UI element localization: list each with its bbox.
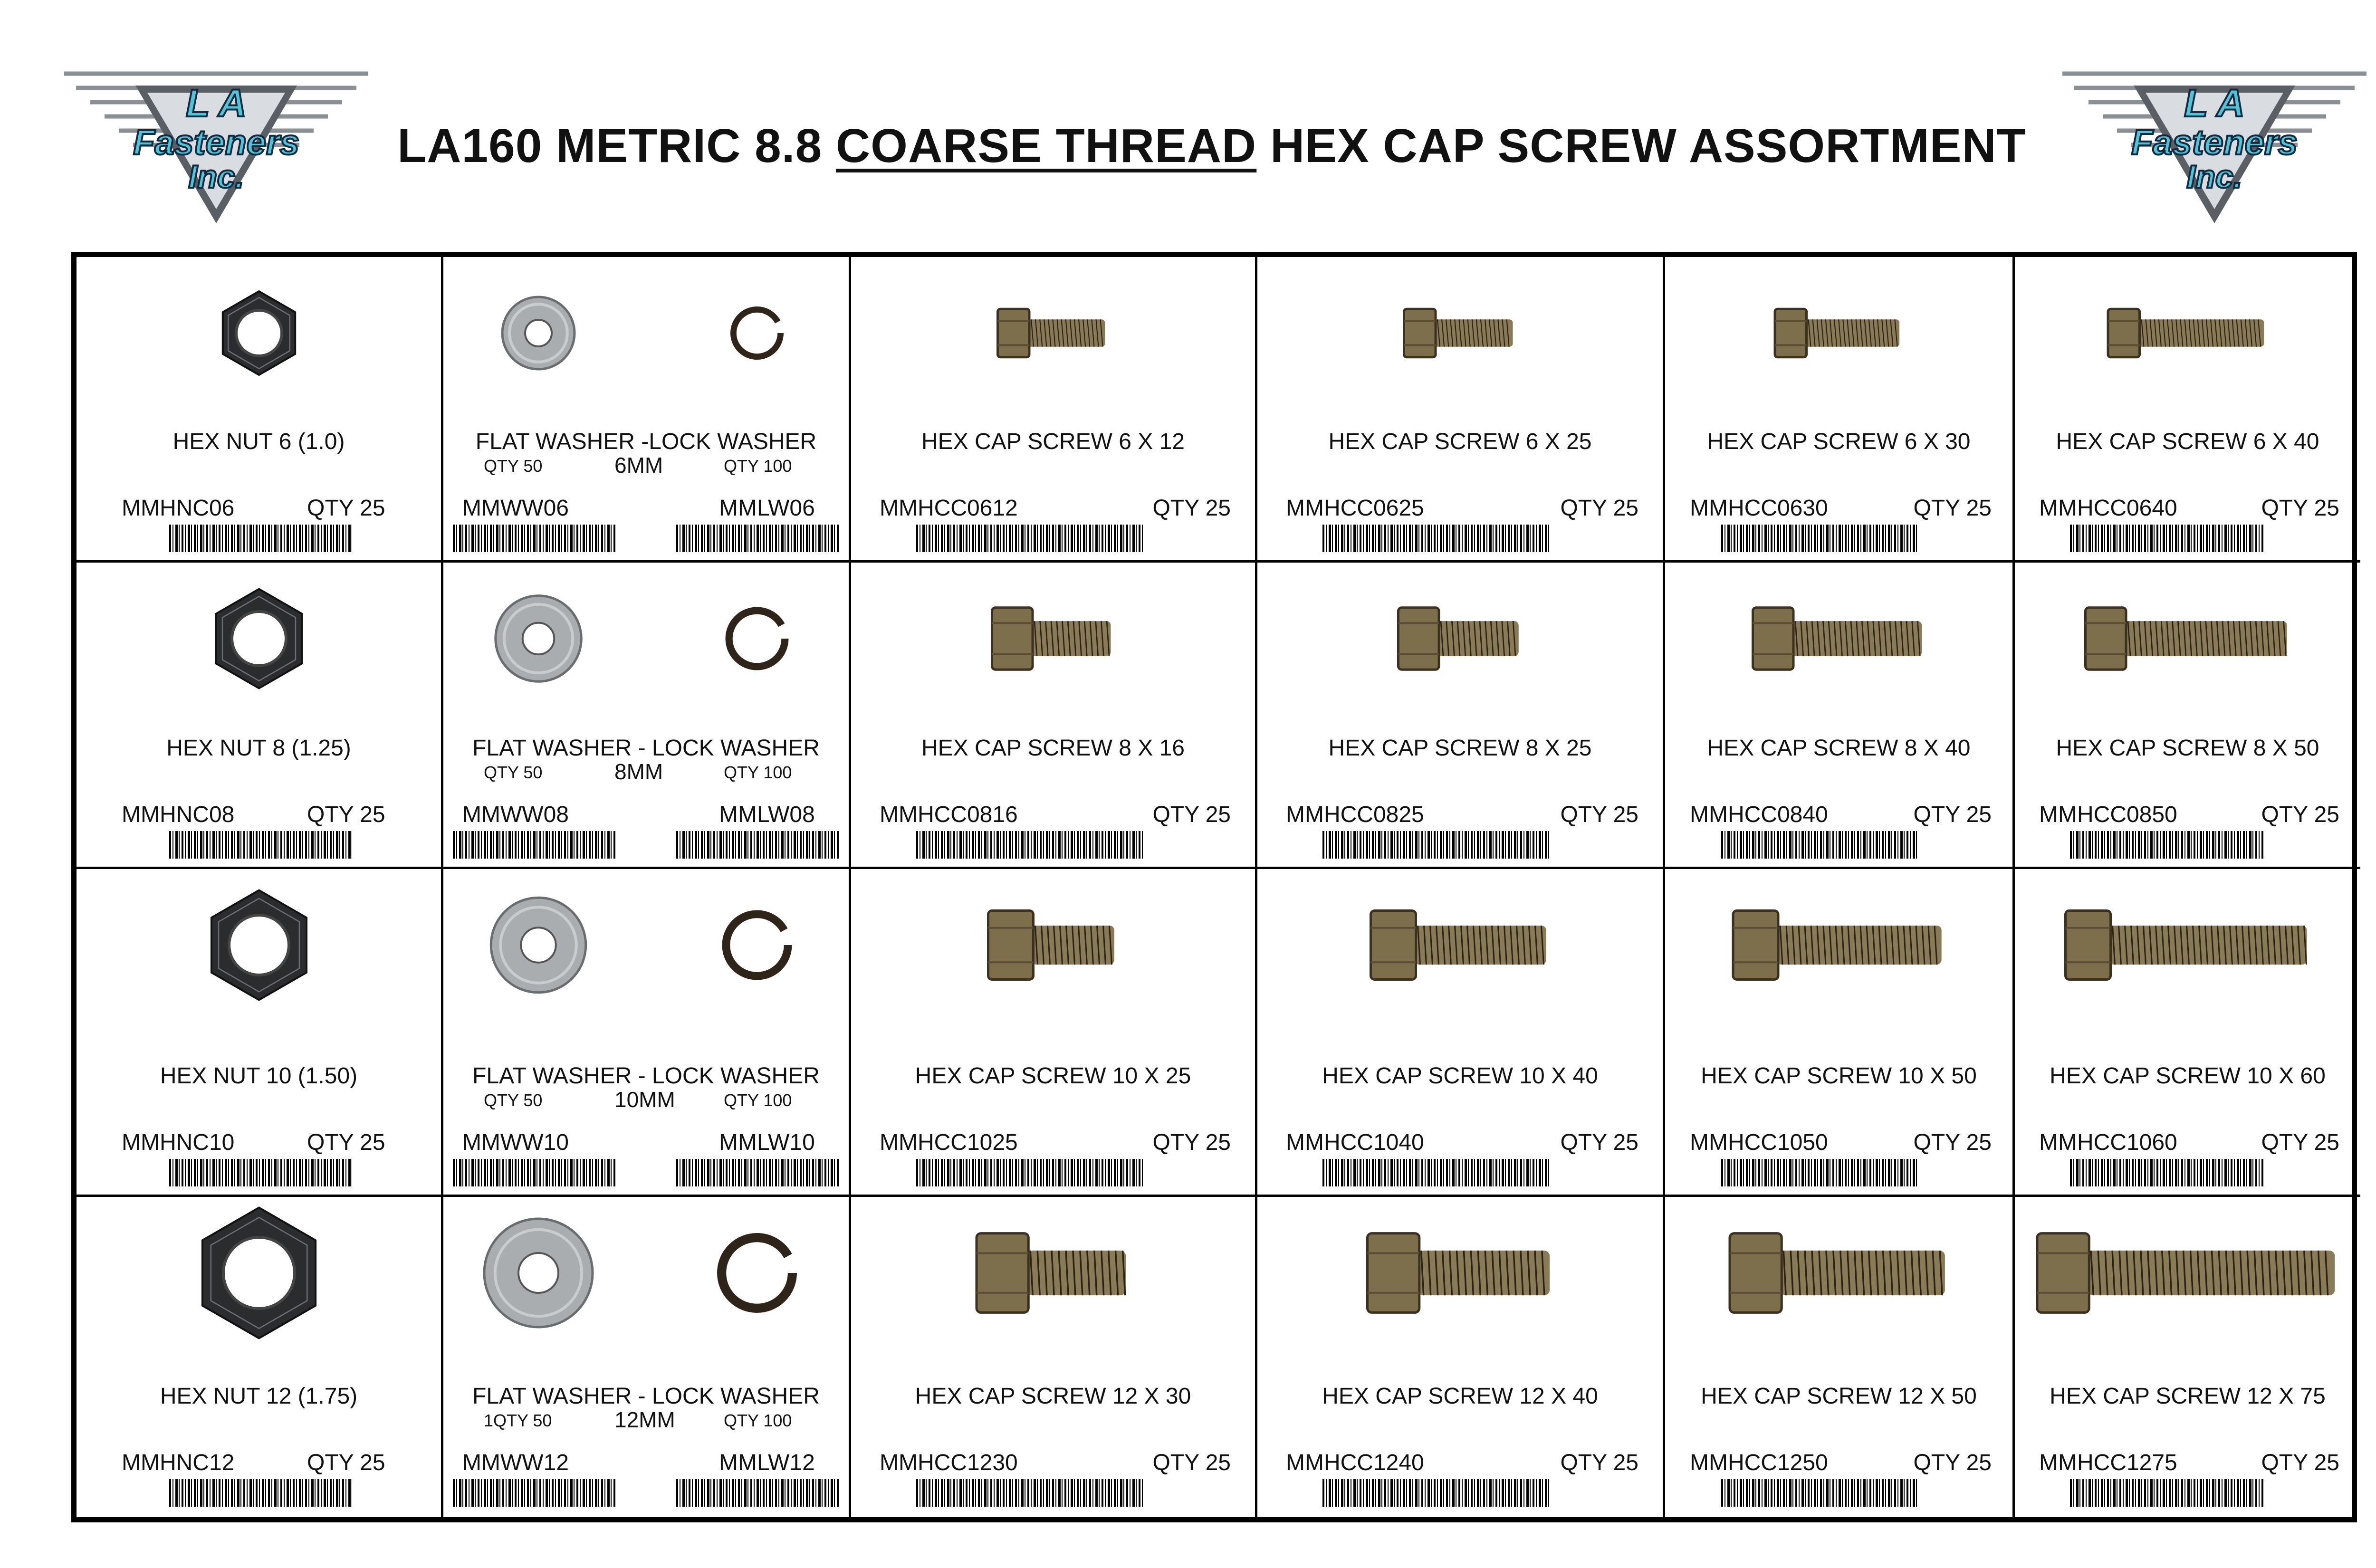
flat-washer-qty: QTY 50 bbox=[484, 763, 543, 782]
nut-cell bbox=[77, 1197, 443, 1517]
barcode bbox=[453, 525, 617, 552]
barcode bbox=[1721, 525, 1917, 552]
screw-cell bbox=[1257, 257, 1665, 563]
item-label: HEX CAP SCREW 8 X 16 bbox=[921, 736, 1185, 761]
quantity: QTY 25 bbox=[307, 496, 385, 521]
part-number: MMLW12 bbox=[719, 1450, 815, 1475]
item-label: FLAT WASHER - LOCK WASHER bbox=[472, 736, 820, 761]
hex-cap-screw-icon bbox=[2015, 869, 2360, 1021]
screw-cell bbox=[1257, 563, 1665, 869]
quantity: QTY 25 bbox=[307, 1450, 385, 1475]
quantity: QTY 25 bbox=[1560, 1450, 1638, 1475]
svg-text:Inc.: Inc. bbox=[188, 159, 244, 195]
screw-cell bbox=[851, 257, 1257, 563]
washers-icon bbox=[443, 563, 849, 715]
washers-icon bbox=[443, 1197, 849, 1349]
quantity: QTY 25 bbox=[307, 1130, 385, 1155]
item-label: HEX NUT 10 (1.50) bbox=[160, 1063, 358, 1089]
quantity: QTY 25 bbox=[2261, 1450, 2339, 1475]
screw-cell bbox=[1665, 257, 2015, 563]
part-number: MMHCC0840 bbox=[1690, 802, 1828, 827]
part-number: MMHNC10 bbox=[122, 1130, 235, 1155]
part-number: MMHCC0612 bbox=[880, 496, 1018, 521]
barcode bbox=[916, 1159, 1144, 1186]
item-label: HEX CAP SCREW 10 X 60 bbox=[2050, 1063, 2326, 1089]
part-number: MMHCC0625 bbox=[1286, 496, 1424, 521]
barcode bbox=[453, 1159, 617, 1186]
part-number: MMHNC08 bbox=[122, 802, 235, 827]
nut-cell bbox=[77, 257, 443, 563]
part-number: MMHCC0850 bbox=[2039, 802, 2177, 827]
quantity: QTY 25 bbox=[1913, 496, 1992, 521]
hex-cap-screw-icon bbox=[851, 257, 1255, 409]
quantity: QTY 25 bbox=[1152, 802, 1231, 827]
item-label: HEX CAP SCREW 6 X 30 bbox=[1707, 429, 1971, 454]
item-label: HEX CAP SCREW 12 X 30 bbox=[915, 1384, 1191, 1409]
item-label: HEX CAP SCREW 8 X 40 bbox=[1707, 736, 1971, 761]
screw-cell bbox=[1665, 869, 2015, 1197]
barcode bbox=[1721, 831, 1917, 859]
barcode bbox=[169, 831, 352, 859]
hex-cap-screw-icon bbox=[2015, 563, 2360, 715]
item-label: HEX CAP SCREW 6 X 25 bbox=[1328, 429, 1592, 454]
part-number: MMHNC06 bbox=[122, 496, 235, 521]
item-label: FLAT WASHER -LOCK WASHER bbox=[475, 429, 817, 454]
quantity: QTY 25 bbox=[2261, 496, 2339, 521]
svg-text:Fasteners: Fasteners bbox=[133, 123, 299, 162]
part-number: MMHCC0630 bbox=[1690, 496, 1828, 521]
svg-text:Inc.: Inc. bbox=[2186, 159, 2242, 195]
title-underlined: COARSE THREAD bbox=[835, 119, 1257, 172]
part-number: MMLW10 bbox=[719, 1130, 815, 1155]
part-number: MMHCC1060 bbox=[2039, 1130, 2177, 1155]
part-number: MMHCC1250 bbox=[1690, 1450, 1828, 1475]
barcode bbox=[1721, 1479, 1917, 1507]
part-number: MMWW12 bbox=[462, 1450, 569, 1475]
assortment-grid bbox=[71, 252, 2357, 1522]
screw-cell bbox=[851, 869, 1257, 1197]
lock-washer-qty: QTY 100 bbox=[724, 763, 792, 782]
screw-cell bbox=[2015, 257, 2360, 563]
hex-cap-screw-icon bbox=[1665, 1197, 2012, 1349]
part-number: MMHCC1230 bbox=[880, 1450, 1018, 1475]
part-number: MMHCC0816 bbox=[880, 802, 1018, 827]
quantity: QTY 25 bbox=[2261, 802, 2339, 827]
item-label: HEX CAP SCREW 6 X 12 bbox=[921, 429, 1185, 454]
item-label: HEX CAP SCREW 12 X 50 bbox=[1701, 1384, 1977, 1409]
barcode bbox=[916, 1479, 1144, 1507]
part-number: MMWW08 bbox=[462, 802, 569, 827]
screw-cell bbox=[851, 1197, 1257, 1517]
barcode bbox=[1721, 1159, 1917, 1186]
part-number: MMHCC1275 bbox=[2039, 1450, 2177, 1475]
page-title bbox=[0, 119, 2376, 173]
screw-cell bbox=[851, 563, 1257, 869]
barcode bbox=[1322, 525, 1551, 552]
quantity: QTY 25 bbox=[1913, 1130, 1992, 1155]
quantity: QTY 25 bbox=[1152, 1450, 1231, 1475]
part-number: MMWW10 bbox=[462, 1130, 569, 1155]
svg-text:L A: L A bbox=[186, 82, 247, 125]
barcode bbox=[1322, 1479, 1551, 1507]
quantity: QTY 25 bbox=[1913, 1450, 1992, 1475]
quantity: QTY 25 bbox=[1560, 496, 1638, 521]
quantity: QTY 25 bbox=[2261, 1130, 2339, 1155]
flat-washer-qty: 1QTY 50 bbox=[484, 1411, 552, 1430]
flat-washer-qty: QTY 50 bbox=[484, 1090, 543, 1110]
barcode bbox=[1322, 831, 1551, 859]
quantity: QTY 25 bbox=[1560, 1130, 1638, 1155]
svg-text:Fasteners: Fasteners bbox=[2131, 123, 2298, 162]
quantity: QTY 25 bbox=[1152, 496, 1231, 521]
barcode bbox=[453, 831, 617, 859]
hex-cap-screw-icon bbox=[1257, 563, 1663, 715]
washers-icon bbox=[443, 257, 849, 409]
barcode bbox=[2070, 1479, 2263, 1507]
barcode bbox=[169, 1479, 352, 1507]
washer-cell bbox=[443, 257, 851, 563]
screw-cell bbox=[1257, 1197, 1665, 1517]
hex-cap-screw-icon bbox=[851, 563, 1255, 715]
part-number: MMHNC12 bbox=[122, 1450, 235, 1475]
item-label: FLAT WASHER - LOCK WASHER bbox=[472, 1063, 820, 1089]
part-number: MMLW06 bbox=[719, 496, 815, 521]
part-number: MMHCC0825 bbox=[1286, 802, 1424, 827]
hex-nut-icon bbox=[77, 869, 441, 1021]
part-number: MMHCC0640 bbox=[2039, 496, 2177, 521]
barcode bbox=[676, 1479, 840, 1507]
title-suffix: HEX CAP SCREW ASSORTMENT bbox=[1256, 119, 2026, 172]
barcode bbox=[1322, 1159, 1551, 1186]
part-number: MMHCC1240 bbox=[1286, 1450, 1424, 1475]
nut-cell bbox=[77, 869, 443, 1197]
item-label: HEX CAP SCREW 6 X 40 bbox=[2056, 429, 2319, 454]
hex-cap-screw-icon bbox=[851, 1197, 1255, 1349]
barcode bbox=[2070, 1159, 2263, 1186]
washer-size: 6MM bbox=[614, 453, 663, 478]
flat-washer-qty: QTY 50 bbox=[484, 456, 543, 476]
washer-cell bbox=[443, 869, 851, 1197]
hex-nut-icon bbox=[77, 1197, 441, 1349]
barcode bbox=[676, 525, 840, 552]
hex-cap-screw-icon bbox=[1665, 869, 2012, 1021]
washer-size: 12MM bbox=[614, 1407, 675, 1432]
screw-cell bbox=[1665, 1197, 2015, 1517]
item-label: HEX CAP SCREW 8 X 50 bbox=[2056, 736, 2319, 761]
washer-cell bbox=[443, 1197, 851, 1517]
item-label: HEX CAP SCREW 12 X 75 bbox=[2050, 1384, 2326, 1409]
hex-cap-screw-icon bbox=[1257, 257, 1663, 409]
screw-cell bbox=[2015, 869, 2360, 1197]
screw-cell bbox=[2015, 563, 2360, 869]
hex-cap-screw-icon bbox=[1257, 869, 1663, 1021]
hex-cap-screw-icon bbox=[2015, 1197, 2360, 1349]
barcode bbox=[453, 1479, 617, 1507]
part-number: MMWW06 bbox=[462, 496, 569, 521]
part-number: MMLW08 bbox=[719, 802, 815, 827]
part-number: MMHCC1040 bbox=[1286, 1130, 1424, 1155]
title-prefix: LA160 METRIC 8.8 bbox=[397, 119, 836, 172]
lock-washer-qty: QTY 100 bbox=[724, 1090, 792, 1110]
item-label: HEX NUT 6 (1.0) bbox=[172, 429, 345, 454]
item-label: HEX CAP SCREW 8 X 25 bbox=[1328, 736, 1592, 761]
hex-cap-screw-icon bbox=[1257, 1197, 1663, 1349]
lock-washer-qty: QTY 100 bbox=[724, 456, 792, 476]
part-number: MMHCC1050 bbox=[1690, 1130, 1828, 1155]
hex-cap-screw-icon bbox=[2015, 257, 2360, 409]
washer-cell bbox=[443, 563, 851, 869]
item-label: HEX NUT 12 (1.75) bbox=[160, 1384, 358, 1409]
nut-cell bbox=[77, 563, 443, 869]
hex-cap-screw-icon bbox=[1665, 563, 2012, 715]
barcode bbox=[916, 831, 1144, 859]
barcode bbox=[916, 525, 1144, 552]
item-label: HEX CAP SCREW 10 X 25 bbox=[915, 1063, 1191, 1089]
washer-size: 10MM bbox=[614, 1087, 675, 1112]
quantity: QTY 25 bbox=[1560, 802, 1638, 827]
washers-icon bbox=[443, 869, 849, 1021]
svg-text:L A: L A bbox=[2184, 82, 2245, 125]
item-label: FLAT WASHER - LOCK WASHER bbox=[472, 1384, 820, 1409]
barcode bbox=[2070, 831, 2263, 859]
barcode bbox=[676, 1159, 840, 1186]
lock-washer-qty: QTY 100 bbox=[724, 1411, 792, 1430]
hex-nut-icon bbox=[77, 257, 441, 409]
hex-nut-icon bbox=[77, 563, 441, 715]
hex-cap-screw-icon bbox=[851, 869, 1255, 1021]
item-label: HEX NUT 8 (1.25) bbox=[166, 736, 351, 761]
part-number: MMHCC1025 bbox=[880, 1130, 1018, 1155]
item-label: HEX CAP SCREW 10 X 40 bbox=[1322, 1063, 1598, 1089]
quantity: QTY 25 bbox=[1152, 1130, 1231, 1155]
barcode bbox=[676, 831, 840, 859]
barcode bbox=[2070, 525, 2263, 552]
item-label: HEX CAP SCREW 10 X 50 bbox=[1701, 1063, 1977, 1089]
quantity: QTY 25 bbox=[1913, 802, 1992, 827]
barcode bbox=[169, 525, 352, 552]
washer-size: 8MM bbox=[614, 759, 663, 784]
barcode bbox=[169, 1159, 352, 1186]
item-label: HEX CAP SCREW 12 X 40 bbox=[1322, 1384, 1598, 1409]
screw-cell bbox=[2015, 1197, 2360, 1517]
screw-cell bbox=[1665, 563, 2015, 869]
screw-cell bbox=[1257, 869, 1665, 1197]
quantity: QTY 25 bbox=[307, 802, 385, 827]
hex-cap-screw-icon bbox=[1665, 257, 2012, 409]
